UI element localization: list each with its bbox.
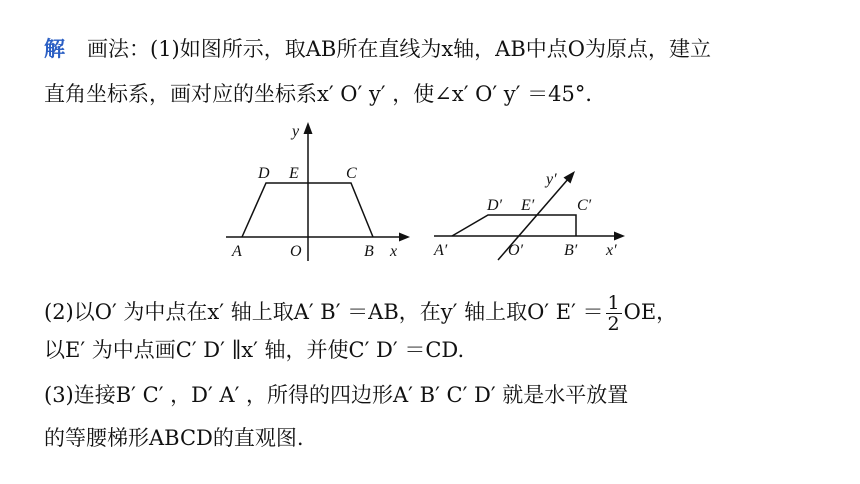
fig2-label-x: x′	[606, 242, 617, 259]
step2-line1	[44, 293, 677, 334]
fig1-label-O: O	[290, 243, 302, 260]
fraction-numerator: 1	[607, 292, 620, 314]
step1-line1	[44, 34, 711, 64]
step2-line2: 以E′ 为中点画C′ D′ ∥x′ 轴，并使C′ D′ ＝CD.	[44, 338, 465, 362]
fig1-label-E: E	[289, 165, 299, 182]
fig1-label-x: x	[390, 243, 398, 260]
fig1-label-y: y	[292, 123, 300, 140]
one-half-fraction	[606, 293, 622, 334]
fig1-x-arrow	[399, 233, 410, 242]
fig2-label-D: D′	[487, 197, 503, 214]
fig1-label-D: D	[258, 165, 270, 182]
fig2-label-A: A′	[434, 242, 448, 259]
step3-line1: (3)连接B′ C′ ，D′ A′ ，所得的四边形A′ B′ C′ D′ 就是水平放置	[44, 383, 629, 407]
fig1-label-B: B	[364, 243, 374, 260]
fig2-label-B: B′	[564, 242, 578, 259]
original-trapezoid-figure	[224, 118, 414, 266]
fig1-label-A: A	[232, 243, 242, 260]
fig2-label-E: E′	[521, 197, 535, 214]
step1-line2: 直角坐标系，画对应的坐标系x′ O′ y′ ，使∠x′ O′ y′ ＝45°．	[44, 82, 607, 106]
fig2-label-y: y′	[546, 171, 557, 188]
step3-line2: 的等腰梯形ABCD的直观图.	[44, 426, 304, 450]
fig1-label-C: C	[346, 165, 357, 182]
fraction-denominator: 2	[607, 313, 620, 335]
intuitive-drawing-figure	[428, 162, 640, 266]
fig2-label-O: O′	[508, 242, 524, 259]
fig2-parallelogram	[452, 215, 576, 236]
step1-text-1: 画法：(1)如图所示，取AB所在直线为x轴，AB中点O为原点，建立	[87, 37, 711, 61]
solution-keyword: 解	[44, 36, 65, 61]
fig2-x-arrow	[614, 232, 625, 241]
step2-text-after: OE，	[623, 300, 678, 324]
fig2-label-C: C′	[577, 197, 592, 214]
step2-text-before: (2)以O′ 为中点在x′ 轴上取A′ B′ ＝AB，在y′ 轴上取O′ E′ ＝	[44, 300, 604, 324]
fig1-y-arrow	[304, 122, 313, 134]
